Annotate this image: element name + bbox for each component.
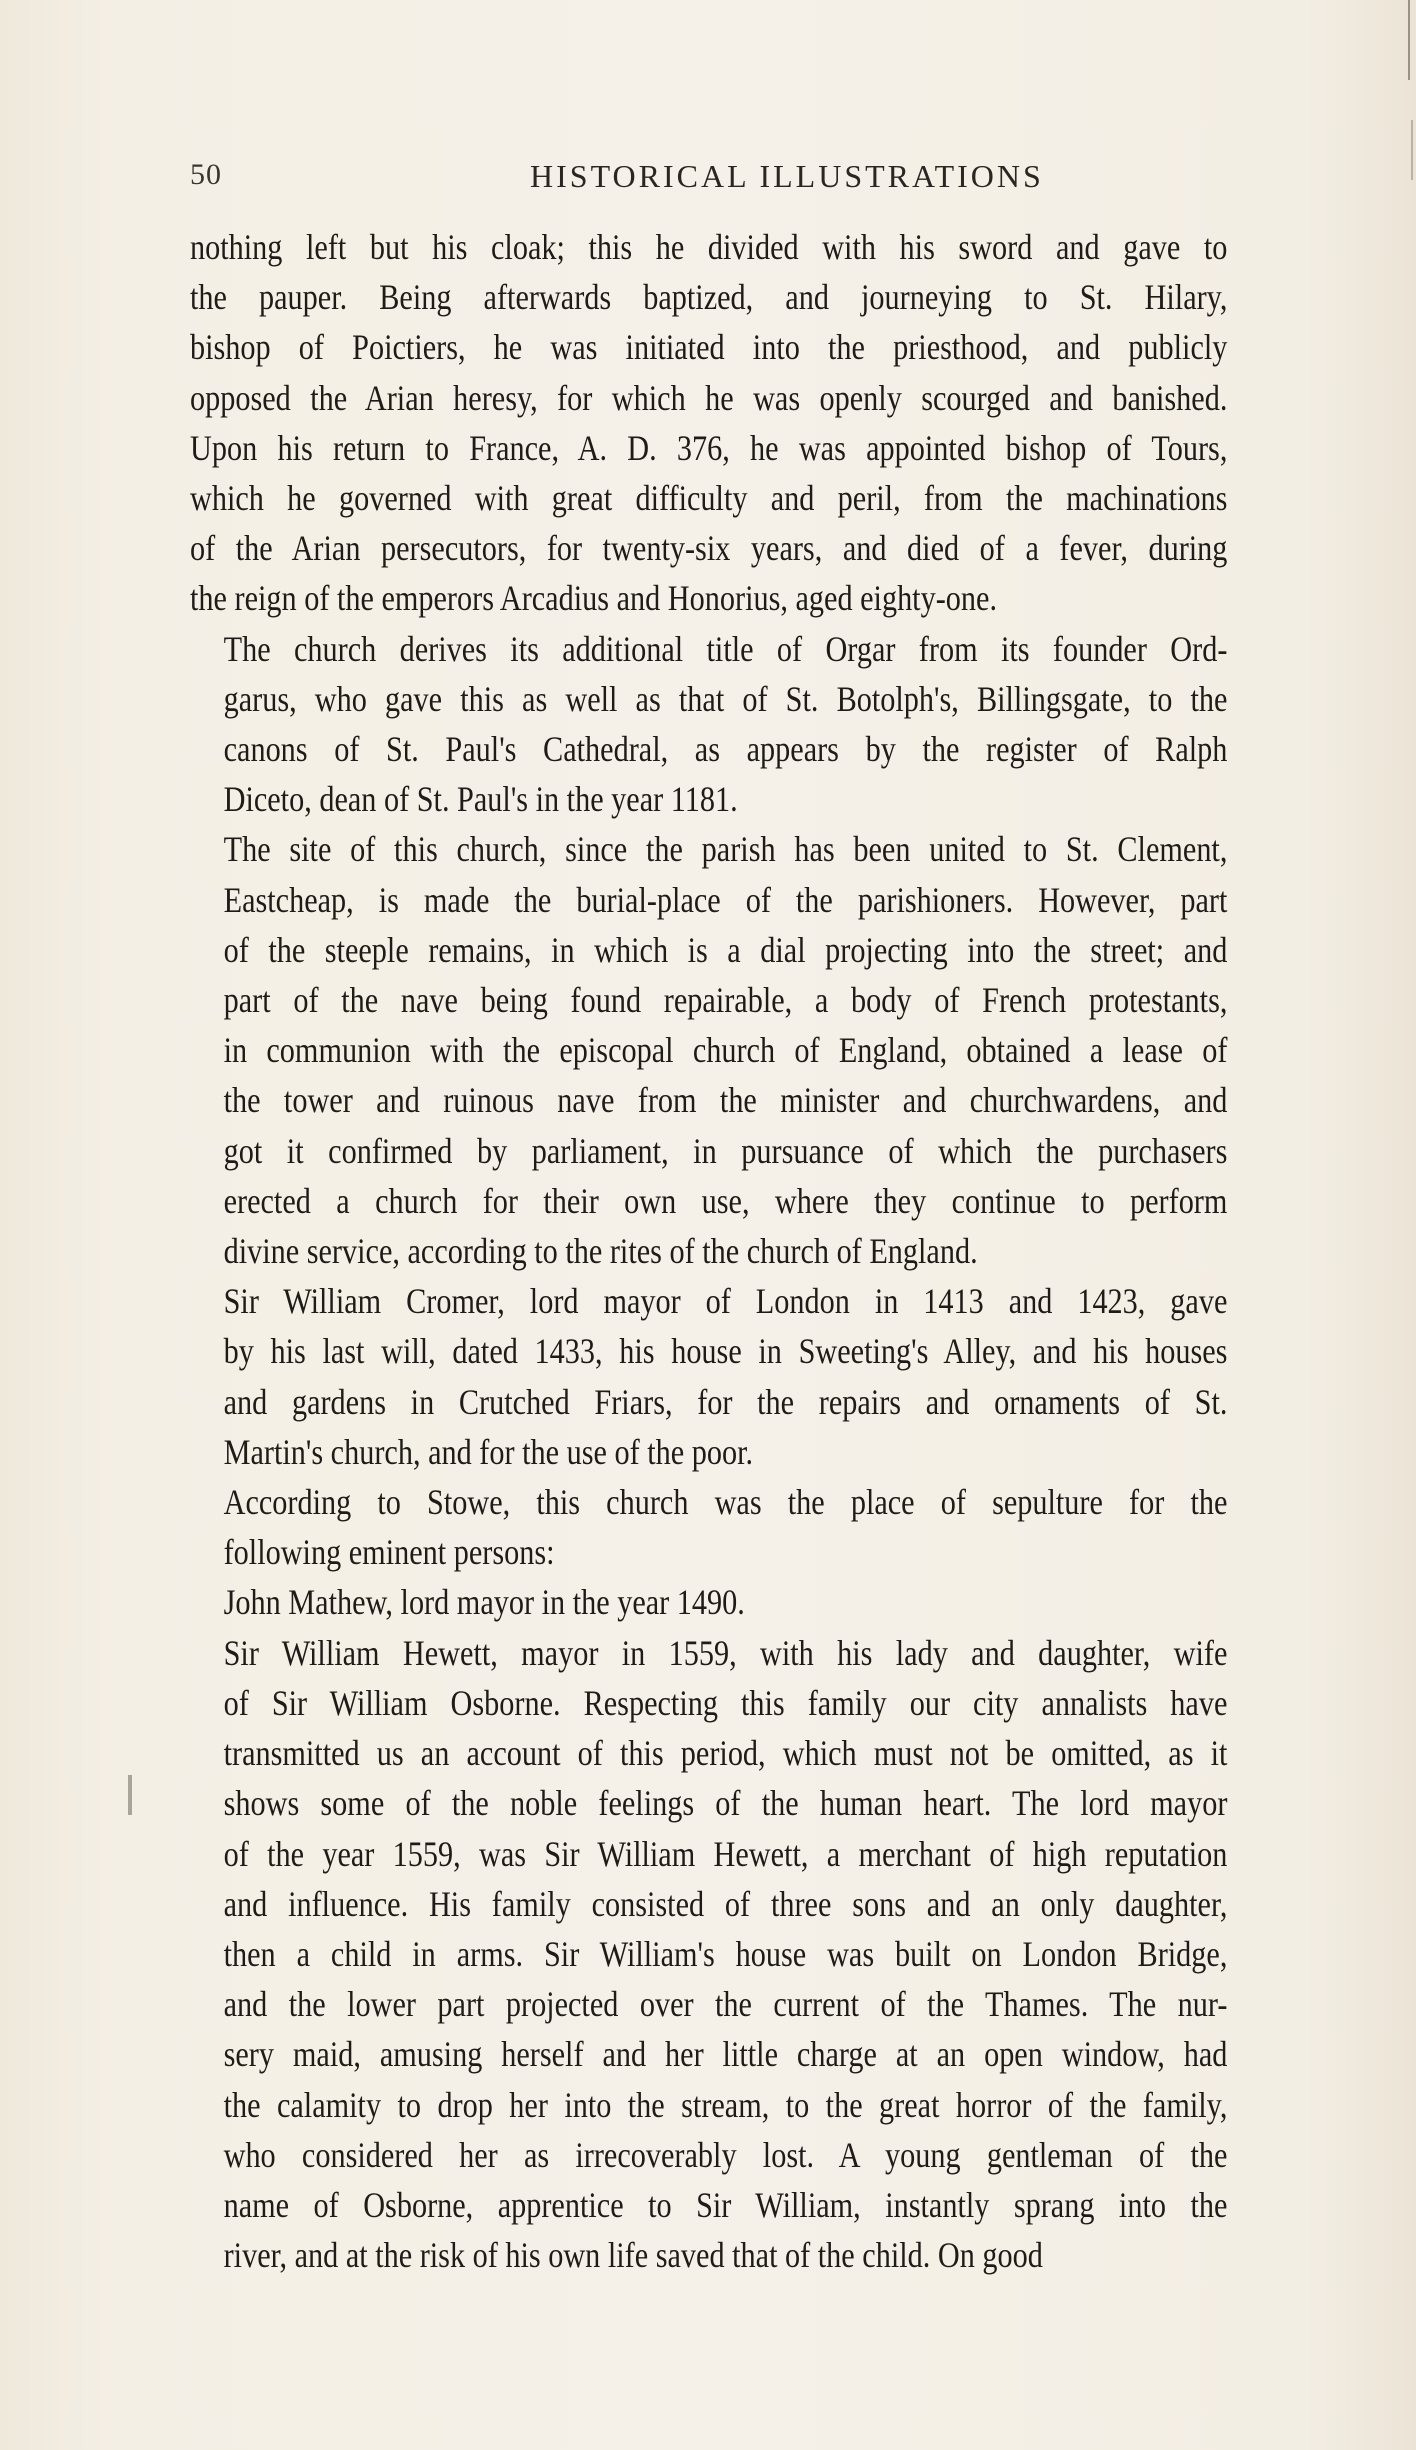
running-head: HISTORICAL ILLUSTRATIONS: [530, 158, 1044, 194]
text-line: shows some of the noble feelings of the human heart. The lord mayor: [223, 1783, 1228, 1824]
text-line: following eminent persons:: [223, 1532, 555, 1573]
text-line: and influence. His family consisted of three sons and an only daughter,: [223, 1883, 1228, 1924]
text-line: the reign of the emperors Arcadius and Honorius, aged eighty-one.: [190, 578, 998, 619]
text-line: of the year 1559, was Sir William Hewett, a merchant of high reputation: [223, 1833, 1228, 1874]
paragraph-7: [190, 1628, 1227, 2281]
text-line: According to Stowe, this church was the place of sepulture for the: [223, 1482, 1228, 1523]
text-line: and gardens in Crutched Friars, for the repairs and ornaments of St.: [223, 1381, 1228, 1422]
right-page-edge-lower: [1411, 120, 1413, 180]
text-line: The site of this church, since the parish has been united to St. Clement,: [223, 829, 1228, 870]
text-line: name of Osborne, apprentice to Sir William, instantly sprang into the: [223, 2184, 1228, 2225]
text-line: Martin's church, and for the use of the poor.: [223, 1431, 754, 1472]
text-line: Sir William Hewett, mayor in 1559, with his lady and daughter, wife: [223, 1632, 1228, 1673]
text-line: Upon his return to France, A. D. 376, he was appointed bishop of Tours,: [190, 427, 1228, 468]
text-line: erected a church for their own use, where they continue to perform: [223, 1180, 1228, 1221]
paragraph-5: [190, 1477, 1227, 1577]
page-number: 50: [190, 158, 222, 191]
text-line: canons of St. Paul's Cathedral, as appears by the register of Ralph: [223, 729, 1228, 770]
text-line: and the lower part projected over the current of the Thames. The nur-: [223, 1984, 1228, 2025]
text-line: by his last will, dated 1433, his house in Sweeting's Alley, and his houses: [223, 1331, 1228, 1372]
text-line: Diceto, dean of St. Paul's in the year 1181.: [223, 779, 738, 820]
text-line: the tower and ruinous nave from the minister and churchwardens, and: [223, 1080, 1228, 1121]
text-line: nothing left but his cloak; this he divided with his sword and gave to: [190, 227, 1228, 267]
text-line: Eastcheap, is made the burial-place of the parishioners. However, part: [223, 879, 1228, 920]
paragraph-1: [190, 222, 1227, 624]
text-line: of the steeple remains, in which is a dial projecting into the street; and: [223, 929, 1228, 970]
paragraph-2: [190, 624, 1227, 825]
paragraph-3: [190, 824, 1227, 1276]
text-line: John Mathew, lord mayor in the year 1490.: [223, 1582, 745, 1623]
text-line: of Sir William Osborne. Respecting this family our city annalists have: [223, 1682, 1228, 1723]
text-line: Sir William Cromer, lord mayor of London in 1413 and 1423, gave: [223, 1281, 1228, 1322]
text-line: divine service, according to the rites of the church of England.: [223, 1231, 978, 1272]
text-line: of the Arian persecutors, for twenty-six years, and died of a fever, during: [190, 528, 1228, 569]
text-line: opposed the Arian heresy, for which he was openly scourged and banished.: [190, 377, 1228, 418]
text-line: who considered her as irrecoverably lost. A young gentleman of the: [223, 2134, 1228, 2175]
text-line: the pauper. Being afterwards baptized, and journeying to St. Hilary,: [190, 277, 1228, 318]
text-line: in communion with the episcopal church of England, obtained a lease of: [223, 1030, 1228, 1071]
text-line: sery maid, amusing herself and her little charge at an open window, had: [223, 2034, 1228, 2075]
text-line: which he governed with great difficulty and peril, from the machinations: [190, 478, 1228, 519]
paragraph-4: [190, 1276, 1227, 1477]
text-line: got it confirmed by parliament, in pursuance of which the purchasers: [223, 1130, 1228, 1171]
text-line: then a child in arms. Sir William's house was built on London Bridge,: [223, 1933, 1228, 1974]
text-line: the calamity to drop her into the stream, to the great horror of the family,: [223, 2084, 1228, 2125]
text-line: bishop of Poictiers, he was initiated into the priesthood, and publicly: [190, 327, 1228, 368]
paragraph-6: [190, 1577, 1227, 1627]
text-line: The church derives its additional title of Orgar from its founder Ord-: [223, 628, 1228, 669]
margin-mark: [128, 1775, 132, 1815]
body-text: [190, 222, 1227, 2280]
text-line: river, and at the risk of his own life saved that of the child. On good: [223, 2235, 1043, 2276]
right-page-edge: [1408, 0, 1410, 80]
text-line: transmitted us an account of this period, which must not be omitted, as it: [223, 1733, 1228, 1774]
text-line: garus, who gave this as well as that of St. Botolph's, Billingsgate, to the: [223, 678, 1228, 719]
page-header: [190, 158, 1190, 208]
text-line: part of the nave being found repairable, a body of French protestants,: [223, 980, 1228, 1021]
